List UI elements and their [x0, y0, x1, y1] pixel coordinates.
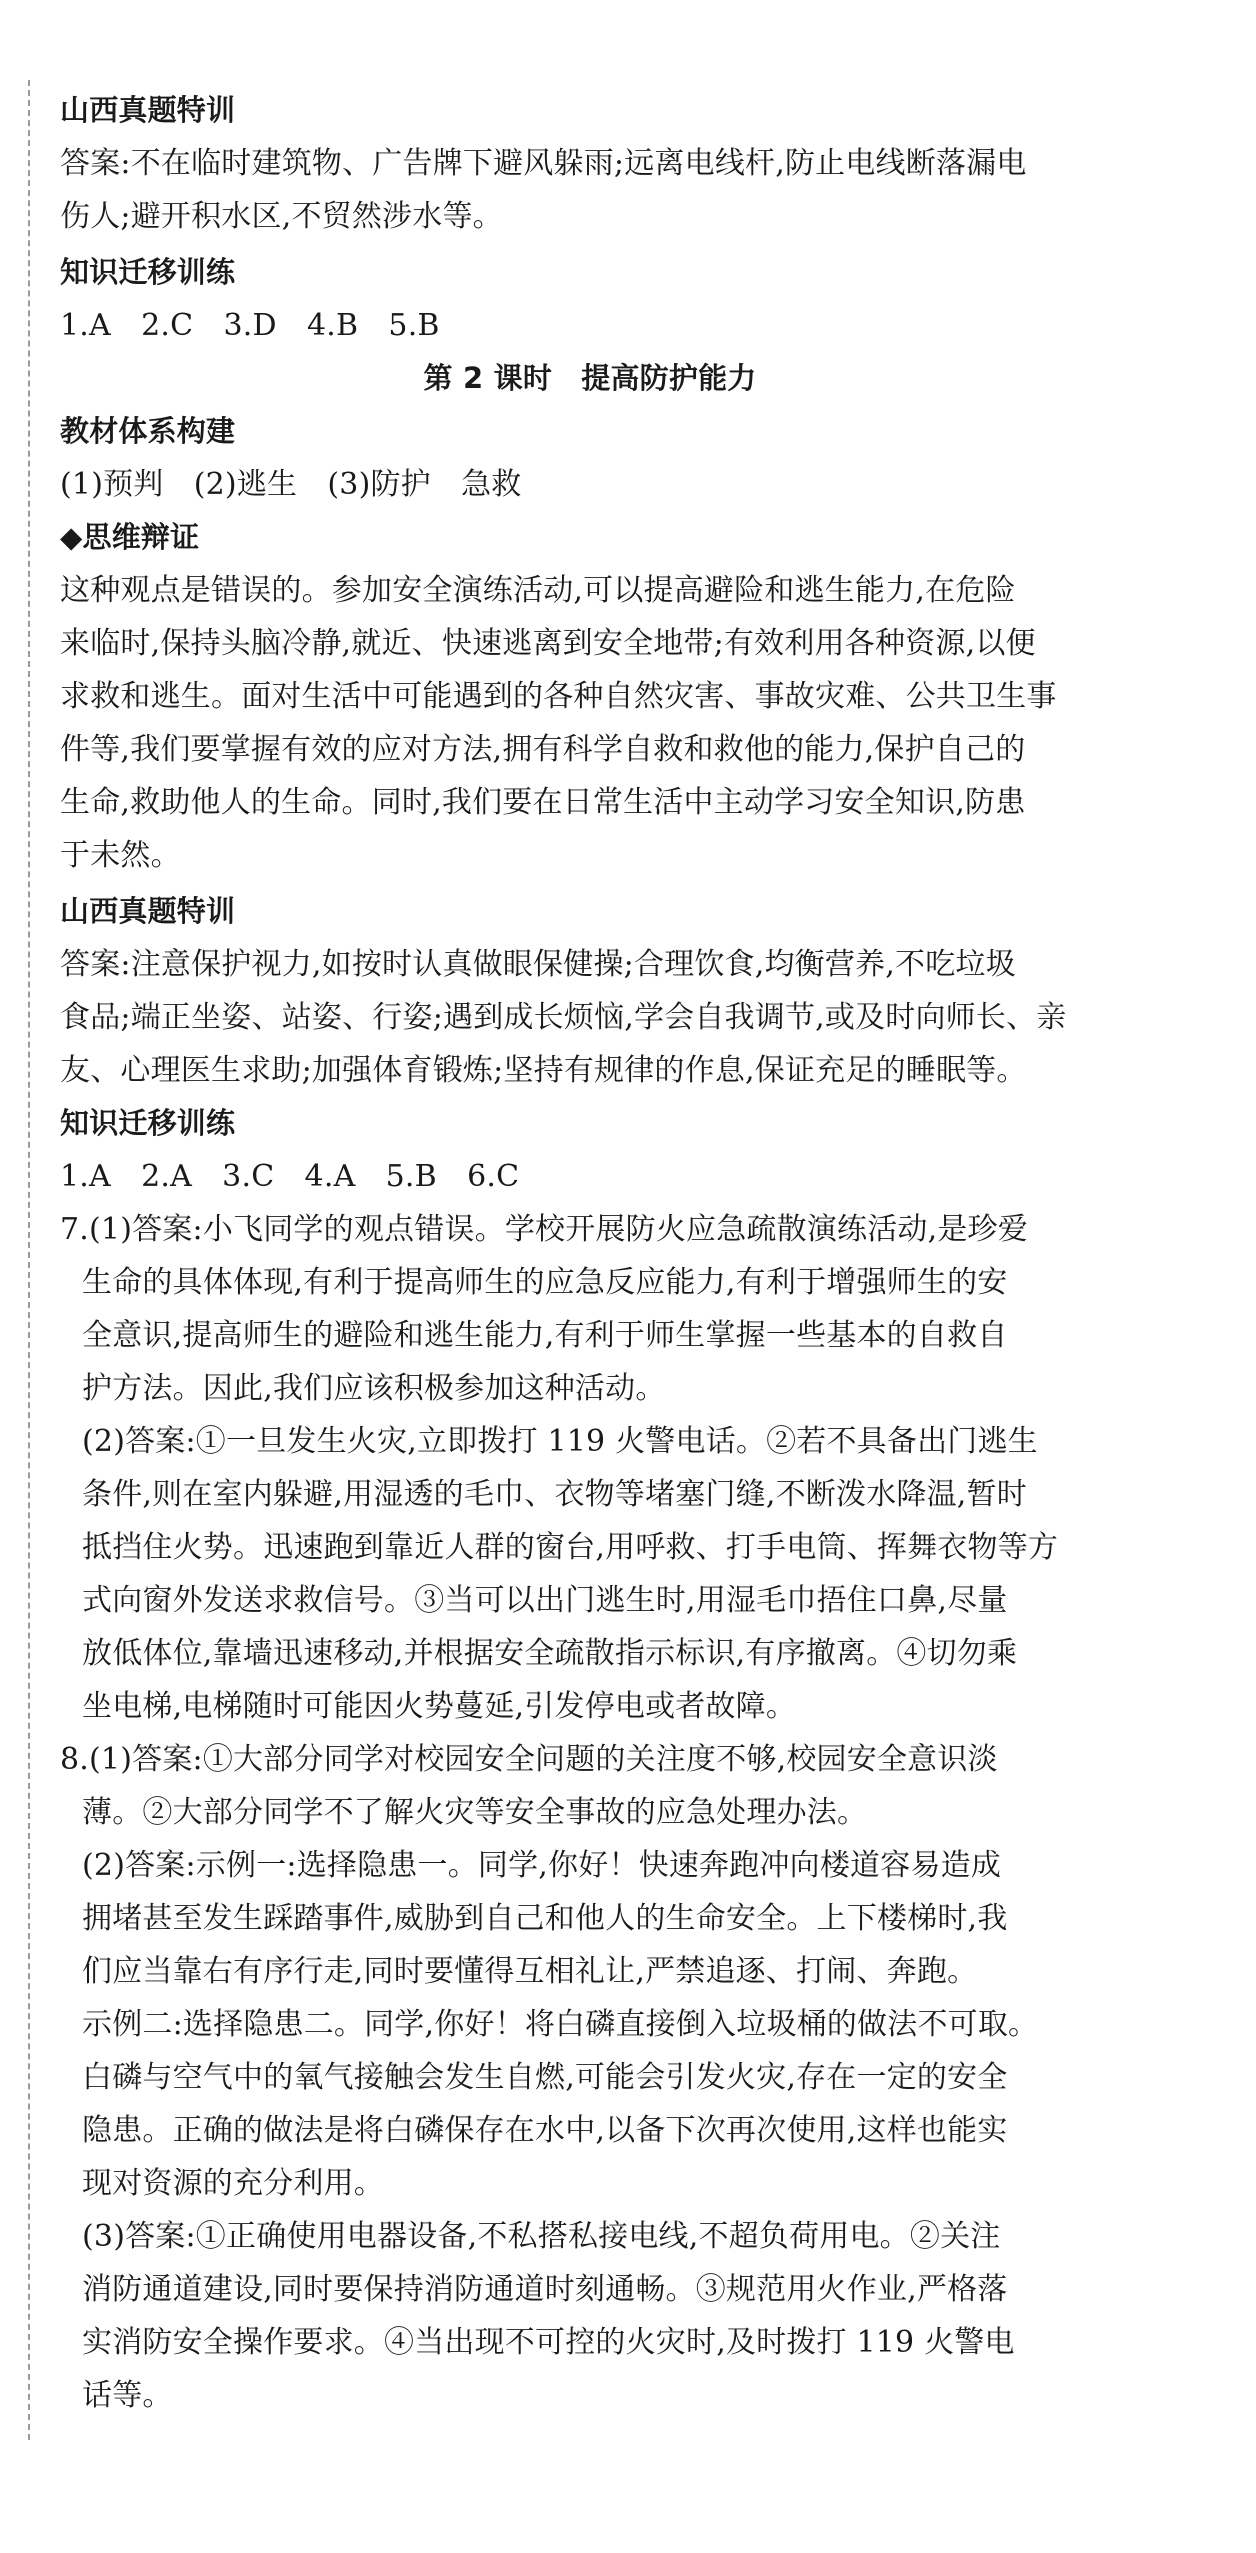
question-7-line: 全意识,提高师生的避险和逃生能力,有利于师生掌握一些基本的自救自 [82, 1318, 1008, 1353]
section-title-thinking: ◆思维辩证 [60, 520, 200, 554]
question-8-line: 8.(1)答案:①大部分同学对校园安全问题的关注度不够,校园安全意识淡 [60, 1742, 998, 1777]
question-7-line: 7.(1)答案:小飞同学的观点错误。学校开展防火应急疏散演练活动,是珍爱 [60, 1212, 1028, 1247]
question-7-line: 护方法。因此,我们应该积极参加这种活动。 [82, 1371, 666, 1406]
text-line: 件等,我们要掌握有效的应对方法,拥有科学自救和救他的能力,保护自己的 [60, 732, 1026, 767]
question-8-line: 薄。②大部分同学不了解火灾等安全事故的应急处理办法。 [82, 1795, 868, 1830]
question-8-line: 现对资源的充分利用。 [82, 2166, 384, 2201]
text-line: 生命,救助他人的生命。同时,我们要在日常生活中主动学习安全知识,防患 [60, 785, 1026, 820]
text-line: 答案:注意保护视力,如按时认真做眼保健操;合理饮食,均衡营养,不吃垃圾 [60, 947, 1016, 982]
text-line: 求救和逃生。面对生活中可能遇到的各种自然灾害、事故灾难、公共卫生事 [60, 679, 1057, 714]
question-7-line: 条件,则在室内躲避,用湿透的毛巾、衣物等堵塞门缝,不断泼水降温,暂时 [82, 1477, 1027, 1512]
section-title-shanxi-1: 山西真题特训 [60, 93, 236, 127]
system-answers: (1)预判 (2)逃生 (3)防护 急救 [60, 467, 522, 502]
section-title-system: 教材体系构建 [60, 414, 236, 448]
text-line: 于未然。 [60, 838, 181, 873]
question-8-line: 拥堵甚至发生踩踏事件,威胁到自己和他人的生命安全。上下楼梯时,我 [82, 1901, 1008, 1936]
binding-margin-line [28, 80, 30, 2440]
question-8-line: 白磷与空气中的氧气接触会发生自燃,可能会引发火灾,存在一定的安全 [82, 2060, 1008, 2095]
question-7-line: 生命的具体体现,有利于提高师生的应急反应能力,有利于增强师生的安 [82, 1265, 1008, 1300]
question-7-line: 放低体位,靠墙迅速移动,并根据安全疏散指示标识,有序撤离。④切勿乘 [82, 1636, 1018, 1671]
lesson-title: 第 2 课时 提高防护能力 [423, 361, 757, 395]
section-title-transfer-1: 知识迁移训练 [60, 255, 236, 289]
section-title-transfer-2: 知识迁移训练 [60, 1106, 236, 1140]
question-7-line: 抵挡住火势。迅速跑到靠近人群的窗台,用呼救、打手电筒、挥舞衣物等方 [82, 1530, 1059, 1565]
answer-page [60, 84, 1120, 2422]
question-7-line: 式向窗外发送求救信号。③当可以出门逃生时,用湿毛巾捂住口鼻,尽量 [82, 1583, 1008, 1618]
text-line: 友、心理医生求助;加强体育锻炼;坚持有规律的作息,保证充足的睡眠等。 [60, 1053, 1027, 1088]
question-8-line: 们应当靠右有序行走,同时要懂得互相礼让,严禁追逐、打闹、奔跑。 [82, 1954, 978, 1989]
answer-keys-2: 1.A 2.A 3.C 4.A 5.B 6.C [60, 1159, 520, 1194]
text-line: 答案:不在临时建筑物、广告牌下避风躲雨;远离电线杆,防止电线断落漏电 [60, 146, 1027, 181]
question-7-line: 坐电梯,电梯随时可能因火势蔓延,引发停电或者故障。 [82, 1689, 797, 1724]
section-title-shanxi-2: 山西真题特训 [60, 894, 236, 928]
text-line: 这种观点是错误的。参加安全演练活动,可以提高避险和逃生能力,在危险 [60, 573, 1016, 608]
text-line: 食品;端正坐姿、站姿、行姿;遇到成长烦恼,学会自我调节,或及时向师长、亲 [60, 1000, 1067, 1035]
text-line: 伤人;避开积水区,不贸然涉水等。 [60, 199, 503, 234]
text-line: 来临时,保持头脑冷静,就近、快速逃离到安全地带;有效利用各种资源,以便 [60, 626, 1036, 661]
answer-keys-1: 1.A 2.C 3.D 4.B 5.B [60, 308, 440, 343]
question-8-line: 消防通道建设,同时要保持消防通道时刻通畅。③规范用火作业,严格落 [82, 2272, 1008, 2307]
question-8-line: 示例二:选择隐患二。同学,你好！将白磷直接倒入垃圾桶的做法不可取。 [82, 2007, 1039, 2042]
question-8-line: 实消防安全操作要求。④当出现不可控的火灾时,及时拨打 119 火警电 [82, 2325, 1015, 2360]
question-8-line: 话等。 [82, 2378, 173, 2413]
question-8-line: (3)答案:①正确使用电器设备,不私搭私接电线,不超负荷用电。②关注 [82, 2219, 1001, 2254]
question-8-line: 隐患。正确的做法是将白磷保存在水中,以备下次再次使用,这样也能实 [82, 2113, 1008, 2148]
question-8-line: (2)答案:示例一:选择隐患一。同学,你好！快速奔跑冲向楼道容易造成 [82, 1848, 1002, 1883]
question-7-line: (2)答案:①一旦发生火灾,立即拨打 119 火警电话。②若不具备出门逃生 [82, 1424, 1038, 1459]
